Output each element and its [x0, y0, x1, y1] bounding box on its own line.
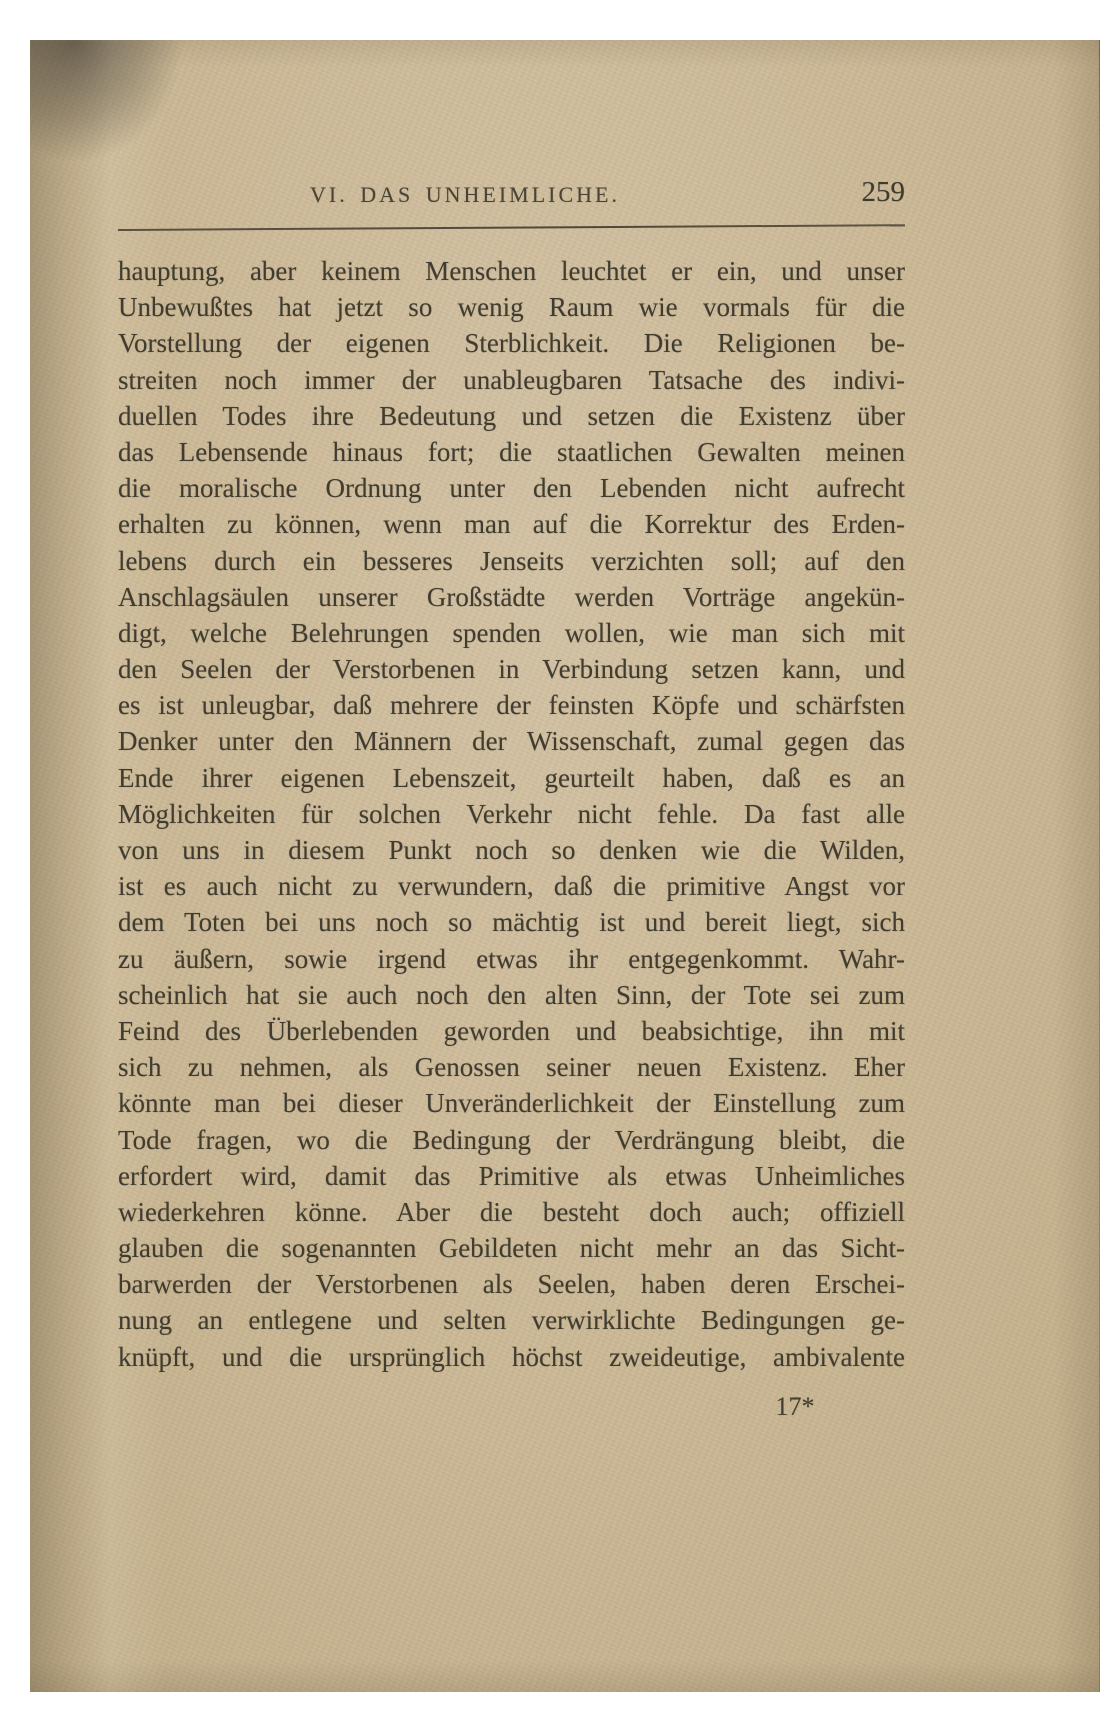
- text-line: Tode fragen, wo die Bedingung der Verdrängung bleibt, die: [118, 1124, 905, 1155]
- text-line: es ist unleugbar, daß mehrere der feinsten Köpfe und schärfsten: [118, 690, 905, 721]
- text-line: Anschlagsäulen unserer Großstädte werden Vorträge angekün-: [118, 581, 905, 612]
- body-text: [118, 253, 905, 1375]
- text-line: barwerden der Verstorbenen als Seelen, haben deren Erschei-: [118, 1269, 905, 1300]
- text-line: von uns in diesem Punkt noch so denken wie die Wilden,: [118, 835, 905, 865]
- text-line: Ende ihrer eigenen Lebenszeit, geurteilt haben, daß es an: [118, 762, 905, 793]
- text-line: die moralische Ordnung unter den Lebenden nicht aufrecht: [118, 473, 905, 504]
- signature-mark: 17*: [775, 1392, 815, 1421]
- text-line: knüpft, und die ursprünglich höchst zweideutige, ambivalente: [118, 1341, 905, 1372]
- book-page: [30, 40, 1100, 1692]
- text-line: erfordert wird, damit das Primitive als etwas Unheimliches: [118, 1160, 905, 1191]
- text-line: digt, welche Belehrungen spenden wollen, wie man sich mit: [118, 617, 905, 648]
- text-line: wiederkehren könne. Aber die besteht doch auch; offiziell: [118, 1196, 905, 1227]
- text-line: glauben die sogenannten Gebildeten nicht mehr an das Sicht-: [118, 1233, 905, 1264]
- text-line: lebens durch ein besseres Jenseits verzichten soll; auf den: [118, 545, 905, 576]
- text-line: das Lebensende hinaus fort; die staatlichen Gewalten meinen: [118, 436, 905, 467]
- text-line: Unbewußtes hat jetzt so wenig Raum wie vormals für die: [118, 292, 905, 323]
- text-line: Vorstellung der eigenen Sterblichkeit. Die Religionen be-: [118, 328, 905, 359]
- header-rule: [118, 224, 905, 231]
- text-line: streiten noch immer der unableugbaren Tatsache des indivi-: [118, 364, 905, 395]
- text-line: könnte man bei dieser Unveränderlichkeit der Einstellung zum: [118, 1088, 905, 1119]
- running-head: VI. DAS UNHEIMLICHE.: [310, 182, 620, 207]
- text-line: scheinlich hat sie auch noch den alten Sinn, der Tote sei zum: [118, 979, 905, 1010]
- text-line: duellen Todes ihre Bedeutung und setzen die Existenz über: [118, 400, 905, 431]
- text-line: zu äußern, sowie irgend etwas ihr entgegenkommt. Wahr-: [118, 943, 905, 974]
- text-line: hauptung, aber keinem Menschen leuchtet er ein, und unser: [118, 256, 905, 286]
- text-line: Denker unter den Männern der Wissenschaft, zumal gegen das: [118, 726, 905, 757]
- text-line: Möglichkeiten für solchen Verkehr nicht fehle. Da fast alle: [118, 798, 905, 829]
- text-line: ist es auch nicht zu verwundern, daß die primitive Angst vor: [118, 871, 905, 902]
- text-line: sich zu nehmen, als Genossen seiner neuen Existenz. Eher: [118, 1052, 905, 1083]
- text-line: den Seelen der Verstorbenen in Verbindung setzen kann, und: [118, 654, 905, 685]
- text-line: dem Toten bei uns noch so mächtig ist und bereit liegt, sich: [118, 907, 905, 938]
- text-line: nung an entlegene und selten verwirklichte Bedingungen ge-: [118, 1305, 905, 1336]
- page-number: 259: [861, 176, 905, 208]
- text-line: Feind des Überlebenden geworden und beabsichtige, ihn mit: [118, 1015, 905, 1046]
- text-line: erhalten zu können, wenn man auf die Korrektur des Erden-: [118, 509, 905, 540]
